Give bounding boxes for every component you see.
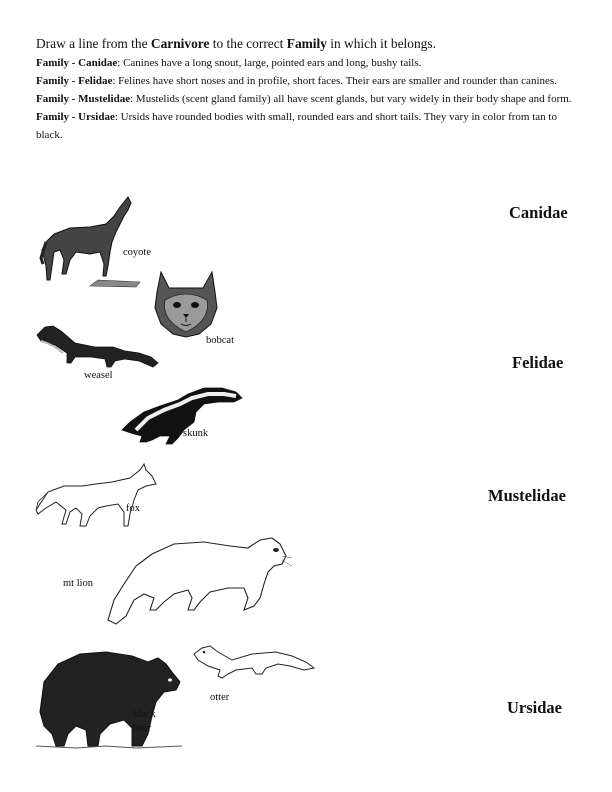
family-felidae[interactable]: Felidae (512, 353, 564, 372)
bobcat-label: bobcat (206, 335, 234, 346)
definition-ursidae: Family - Ursidae: Ursids have rounded bodies with small, rounded ears and short tails. They vary in color from tan to black. (36, 111, 557, 141)
otter-illustration[interactable] (192, 640, 316, 680)
black-bear-label-line1: black (133, 709, 156, 720)
fox-label: fox (126, 503, 140, 514)
definition-canidae: Family - Canidae: Canines have a long snout, large, pointed ears and long, bushy tails. (36, 57, 422, 69)
definition-felidae: Family - Felidae: Felines have short noses and in profile, short faces. Their ears are smaller and rounder than canines. (36, 75, 557, 87)
black-bear-label-line2: bear (133, 723, 152, 734)
fox-illustration[interactable] (34, 462, 156, 530)
instructions-heading: Draw a line from the Carnivore to the correct Family in which it belongs. (36, 36, 436, 51)
skunk-illustration[interactable] (120, 386, 244, 446)
skunk-label: skunk (183, 428, 209, 439)
instructions-block (36, 34, 581, 144)
coyote-label: coyote (123, 247, 151, 258)
black-bear-illustration[interactable] (36, 650, 182, 750)
definition-mustelidae: Family - Mustelidae: Mustelids (scent gland family) all have scent glands, but vary widely in their body shape and form. (36, 93, 572, 105)
family-ursidae[interactable]: Ursidae (507, 698, 562, 717)
mt-lion-illustration[interactable] (104, 536, 294, 626)
family-canidae[interactable]: Canidae (509, 203, 568, 222)
coyote-illustration[interactable] (40, 194, 140, 290)
family-mustelidae[interactable]: Mustelidae (488, 486, 566, 505)
mt-lion-label: mt lion (63, 578, 94, 589)
otter-label: otter (210, 692, 230, 703)
weasel-label: weasel (84, 370, 113, 381)
weasel-illustration[interactable] (35, 323, 160, 369)
bobcat-illustration[interactable] (155, 270, 217, 338)
